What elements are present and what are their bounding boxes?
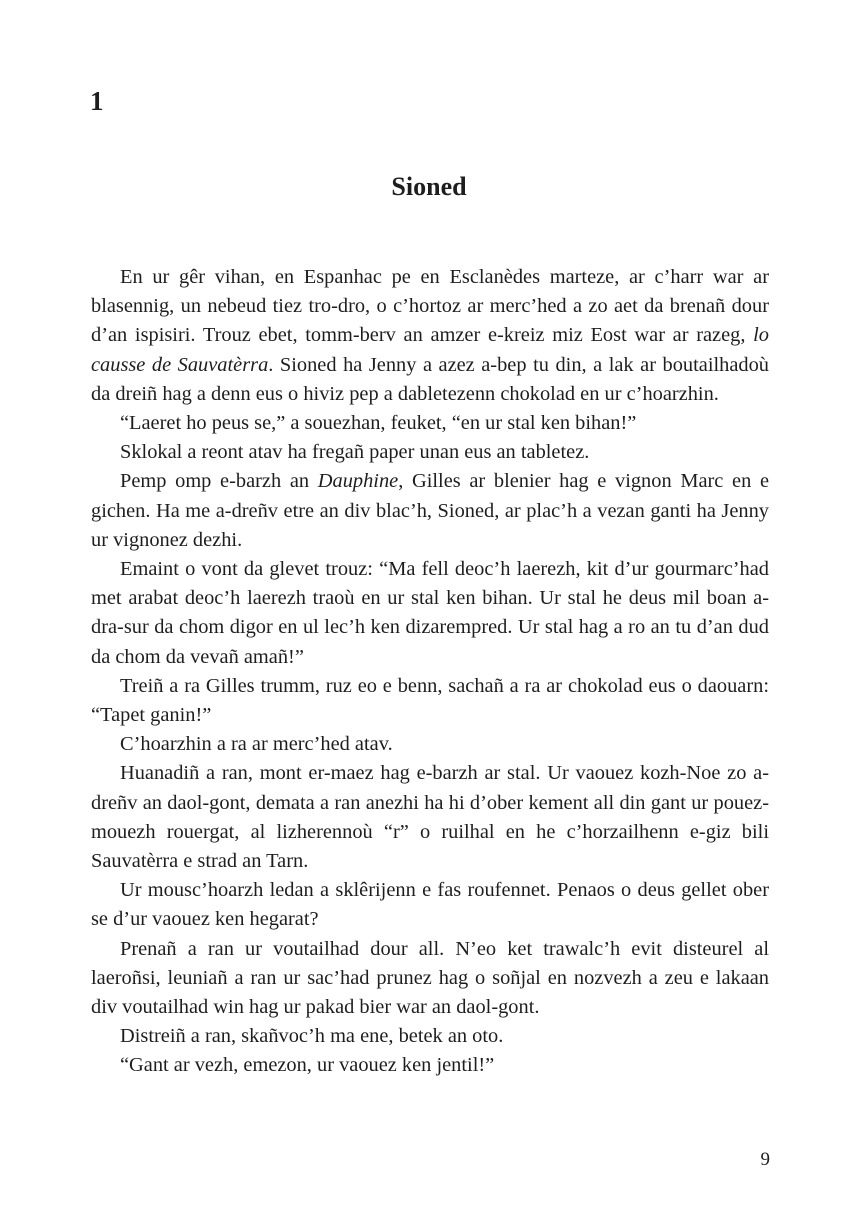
paragraph xyxy=(91,759,769,876)
text-run: “Gant ar vezh, emezon, ur vaouez ken jentil!” xyxy=(120,1054,495,1077)
text-run: Emaint o vont da glevet trouz: “Ma fell deoc’h laerezh, kit d’ur gourmarc’had met arabat deoc’h laerezh traoù en ur stal ken bihan. Ur stal he deus mil boan a-dra-sur da chom digor en ul lec’h ken dizarempred. Ur stal hag a ro an tu d’an dud da chom da vevañ amañ!” xyxy=(91,558,769,668)
paragraph xyxy=(91,263,769,409)
text-run: Huanadiñ a ran, mont er-maez hag e-barzh ar stal. Ur vaouez kozh-Noe zo a-dreñv an daol-gont, demata a ran anezhi ha hi d’ober kement all din gant ur pouez-mouezh rouergat, al lizherennoù “r” o ruilhal en he c’horzailhenn e-giz bili Sauvatèrra e strad an Tarn. xyxy=(91,762,769,873)
text-run: En ur gêr vihan, en Espanhac pe en Esclanèdes marteze, ar c’harr war ar blasennig, un nebeud tiez tro-dro, o c’hortoz ar merc’hed a zo aet da brenañ dour d’an ispisiri. Trouz ebet, tomm-berv an amzer e-kreiz miz Eost war ar razeg, xyxy=(91,266,769,347)
paragraph xyxy=(91,555,769,672)
text-run: C’hoarzhin a ra ar merc’hed atav. xyxy=(120,733,393,756)
text-run: Treiñ a ra Gilles trumm, ruz eo e benn, sachañ a ra ar chokolad eus o daouarn: “Tapet ganin!” xyxy=(91,674,769,727)
paragraph xyxy=(91,1051,769,1080)
italic-text-run: lo causse de Sauvatèrra xyxy=(91,324,769,376)
page-number: 9 xyxy=(760,1149,770,1170)
chapter-number: 1 xyxy=(90,86,104,116)
paragraph xyxy=(91,730,769,759)
paragraph xyxy=(91,672,769,730)
paragraph xyxy=(91,876,769,934)
paragraph xyxy=(91,438,769,467)
text-run: Sklokal a reont atav ha fregañ paper unan eus an tabletez. xyxy=(120,441,590,464)
text-run: Ur mousc’hoarzh ledan a sklêrijenn e fas roufennet. Penaos o deus gellet ober se d’ur vaouez ken hegarat? xyxy=(91,879,769,931)
paragraph xyxy=(91,409,769,438)
chapter-body xyxy=(91,263,769,1081)
text-run: . Sioned ha Jenny a azez a-bep tu din, a lak ar boutailhadoù da dreiñ hag a denn eus o hiviz pep a dabletezenn chokolad en ur c’hoarzhin. xyxy=(91,353,769,405)
paragraph xyxy=(91,935,769,1023)
text-run: “Laeret ho peus se,” a souezhan, feuket, “en ur stal ken bihan!” xyxy=(120,412,637,435)
text-run: Prenañ a ran ur voutailhad dour all. N’eo ket trawalc’h evit disteurel al laeroñsi, leuniañ a ran ur sac’had prunez hag o soñjal en nozvezh a zeu e lakaan div voutailhad win hag ur pakad bier war an daol-gont. xyxy=(91,937,769,1019)
text-run: Pemp omp e-barzh an xyxy=(120,470,318,493)
paragraph xyxy=(91,467,769,555)
text-run: Distreiñ a ran, skañvoc’h ma ene, betek an oto. xyxy=(120,1025,504,1048)
paragraph xyxy=(91,1022,769,1051)
text-run: , Gilles ar blenier hag e vignon Marc en e gichen. Ha me a-dreñv etre an div blac’h, Sioned, ar plac’h a vezan ganti ha Jenny ur vignonez dezhi. xyxy=(91,470,769,551)
italic-text-run: Dauphine xyxy=(317,470,399,493)
chapter-title: Sioned xyxy=(391,172,467,201)
